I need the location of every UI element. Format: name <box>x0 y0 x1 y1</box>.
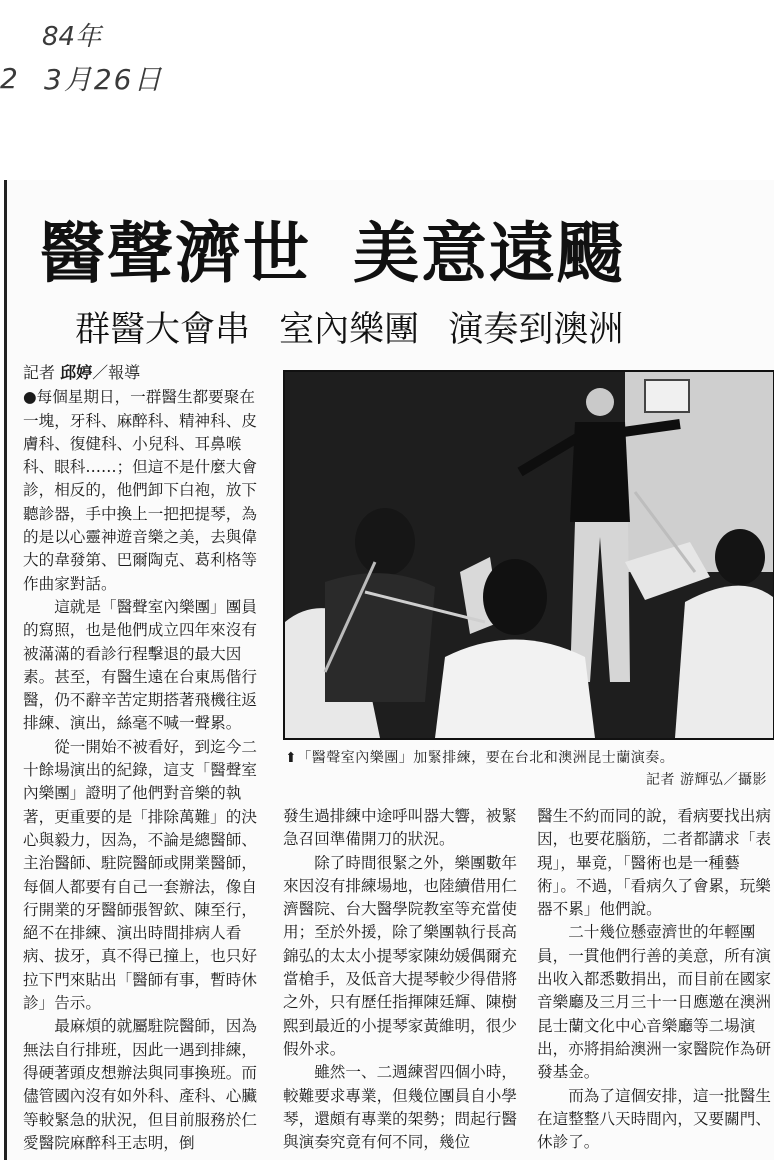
headline-part-1: 醫聲濟世 <box>39 215 311 292</box>
newspaper-clipping <box>4 180 774 1160</box>
paragraph: 最麻煩的就屬駐院醫師，因為無法自行排班，因此一遇到排練，得硬著頭皮想辦法與同事換班。而儘管國內沒有如外科、產科、心臟等較緊急的狀況，但目前服務於仁愛醫院麻醉科王志明，倒 <box>23 1017 257 1152</box>
subheadline <box>75 302 755 352</box>
subheadline-part-1: 群醫大會串 <box>75 310 251 350</box>
paragraph: 雖然一、二週練習四個小時，較難要求專業，但幾位團員自小學琴，還頗有專業的架勢；問起行醫與演奏究竟有何不同，幾位 <box>283 1063 517 1152</box>
paragraph: 而為了這個安排，這一批醫生在這整整八天時間內，又要關門、休診了。 <box>537 1086 771 1152</box>
handwritten-mark: 2 <box>0 62 18 95</box>
byline <box>23 361 269 384</box>
photo-caption-text: ⬆「醫聲室內樂團」加緊排練，要在台北和澳洲昆士蘭演奏。 <box>285 750 675 766</box>
paragraph: ●每個星期日，一群醫生都要聚在一塊，牙科、麻醉科、精神科、皮膚科、復健科、小兒科、耳鼻喉科、眼科……；但這不是什麼大會診，相反的，他們卸下白袍，放下聽診器，手中換上一把把提琴，為的是以心靈神遊音樂之美，去與偉大的韋發第、巴爾陶克、葛利格等作曲家對話。 <box>23 388 257 593</box>
headline-part-2: 美意遠颺 <box>353 215 625 292</box>
article-column-2 <box>283 805 529 1154</box>
article-column-1 <box>23 361 269 1155</box>
handwritten-date: 3月26日 <box>44 63 164 96</box>
orchestra-rehearsal-photo <box>283 370 774 740</box>
photo-credit: 記者 游輝弘／攝影 <box>646 772 767 788</box>
subheadline-part-2: 室內樂團 <box>279 310 420 350</box>
byline-suffix: ／報導 <box>92 363 141 382</box>
headline <box>39 200 769 295</box>
byline-label: 記者 <box>23 363 56 382</box>
photo-caption <box>285 747 774 791</box>
paragraph: 這就是「醫聲室內樂團」團員的寫照，也是他們成立四年來沒有被滿滿的看診行程擊退的最大因素。甚至，有醫生遠在台東馬偕行醫，仍不辭辛苦定期搭著飛機往返排練、演出，絲毫不喊一聲累。 <box>23 597 257 733</box>
subheadline-part-3: 演奏到澳洲 <box>448 310 624 350</box>
handwritten-year: 84年 <box>42 22 102 52</box>
byline-name: 邱婷 <box>60 363 93 382</box>
paragraph: 除了時間很緊之外，樂團數年來因沒有排練場地，也陸續借用仁濟醫院、台大醫學院教室等充當使用；至於外援，除了樂團執行長高錦弘的太太小提琴家陳幼媛偶爾充當槍手，及低音大提琴較少得借將之外，只有歷任指揮陳廷輝、陳樹熙到最近的小提琴家黃維明，很少假外求。 <box>283 853 517 1058</box>
paragraph: 醫生不約而同的說，看病要找出病因，也要花腦筋，二者都講求「表現」，畢竟，「醫術也是一種藝術」。不過，「看病久了會累，玩樂器不累」他們說。 <box>537 807 771 919</box>
paragraph: 從一開始不被看好，到迄今二十餘場演出的紀錄，這支「醫聲室內樂團」證明了他們對音樂的執著，更重要的是「排除萬難」的決心與毅力，因為，不論是總醫師、主治醫師、駐院醫師或開業醫師，每個人都要有自己一套辦法，像自行開業的牙醫師張智欽、陳至行，絕不在排練、演出時間排病人看病、拔牙，真不得已撞上，也只好拉下門來貼出「醫師有事，暫時休診」告示。 <box>23 737 257 1013</box>
paragraph: 二十幾位懸壺濟世的年輕團員，一貫他們行善的美意，所有演出收入都悉數捐出，而目前在國家音樂廳及三月三十一日應邀在澳洲昆士蘭文化中心音樂廳等二場演出，亦將捐給澳洲一家醫院作為研發基金。 <box>537 923 771 1082</box>
paragraph: 發生過排練中途呼叫器大響，被緊急召回準備開刀的狀況。 <box>283 807 517 849</box>
article-column-3 <box>537 805 773 1154</box>
photo-illustration <box>285 372 773 738</box>
